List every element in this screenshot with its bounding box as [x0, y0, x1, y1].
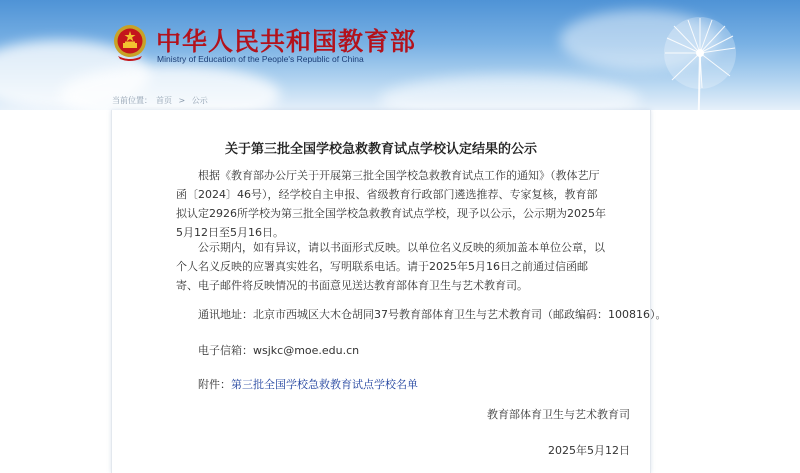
email-address[interactable]: wsjkc@moe.edu.cn [253, 344, 360, 357]
attachment-label: 附件： [198, 378, 231, 391]
breadcrumb [112, 95, 212, 106]
breadcrumb-current[interactable]: 公示 [191, 96, 208, 105]
site-title[interactable]: 中华人民共和国教育部 [156, 27, 417, 56]
article-card [111, 110, 667, 473]
article-title: 关于第三批全国学校急救教育试点学校认定结果的公示 [224, 142, 537, 157]
national-emblem-icon [112, 22, 148, 62]
dandelion-icon [640, 8, 760, 110]
contact-address: 通讯地址：北京市西城区大木仓胡同37号教育部体育卫生与艺术教育司（邮政编码：100816）。 [198, 308, 667, 321]
breadcrumb-home-link[interactable]: 首页 [156, 96, 172, 105]
article-paragraph-1: 根据《教育部办公厅关于开展第三批全国学校急救教育试点工作的通知》（教体艺厅函〔2024〕46号），经学校自主申报、省级教育行政部门遴选推荐、专家复核，教育部拟认定2926所学校为第三批全国学校急救教育试点学校，现予以公示，公示期为2025年5月12日至5月16日。 [176, 169, 606, 239]
cloud-decoration [380, 75, 640, 110]
contact-email-row [198, 342, 359, 358]
attachment-link[interactable]: 第三批全国学校急救教育试点学校名单 [231, 378, 418, 391]
header-banner [0, 0, 800, 110]
publish-date: 2025年5月12日 [548, 444, 630, 457]
site-subtitle: Ministry of Education of the People's Republic of China [157, 54, 364, 64]
breadcrumb-label: 当前位置： [112, 96, 152, 105]
signature: 教育部体育卫生与艺术教育司 [487, 408, 630, 421]
email-label: 电子信箱： [198, 344, 253, 357]
breadcrumb-separator: > [178, 96, 186, 105]
attachment-row [198, 376, 418, 392]
article-paragraph-2: 公示期内，如有异议，请以书面形式反映。以单位名义反映的须加盖本单位公章，以个人名义反映的应署真实姓名，写明联系电话。请于2025年5月16日之前通过信函邮寄、电子邮件将反映情况的书面意见送达教育部体育卫生与艺术教育司。 [176, 241, 605, 292]
